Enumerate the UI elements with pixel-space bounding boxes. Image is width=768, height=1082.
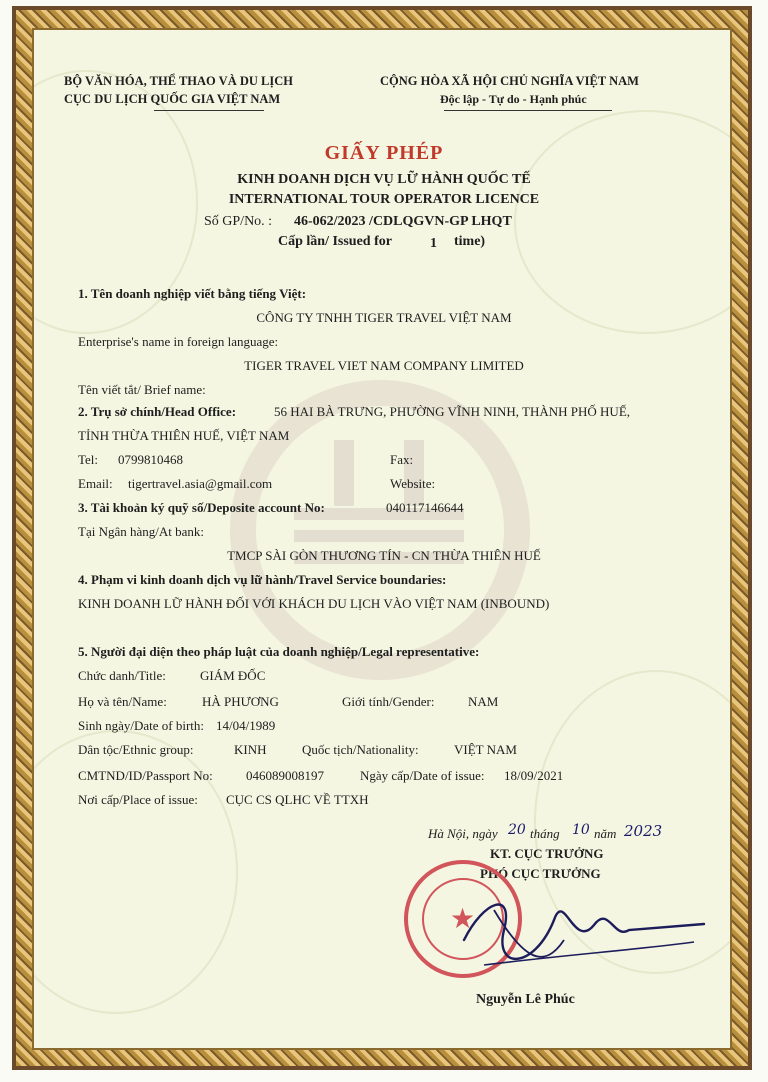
issued-suffix: time)	[454, 234, 486, 249]
watermark-bar	[334, 440, 354, 506]
foreign-name-label: Enterprise's name in foreign language:	[78, 334, 279, 349]
section4-heading: 4. Phạm vi kinh doanh dịch vụ lữ hành/Travel Service boundaries:	[78, 572, 447, 587]
signing-place: Hà Nội, ngày	[428, 826, 498, 841]
section2-heading: 2. Trụ sở chính/Head Office:	[78, 404, 237, 419]
licence-number: 46-062/2023 /CDLQGVN-GP LHQT	[294, 214, 512, 229]
signer-role1: KT. CỤC TRƯỞNG	[490, 846, 604, 861]
nationality-label: Quốc tịch/Nationality:	[302, 742, 419, 757]
website-label: Website:	[390, 476, 436, 491]
signer-name: Nguyễn Lê Phúc	[476, 992, 575, 1007]
id-label: CMTND/ID/Passport No:	[78, 768, 213, 783]
issue-place-value: CỤC CS QLHC VỀ TTXH	[226, 792, 369, 807]
ethnic-value: KINH	[234, 742, 267, 757]
service-scope: KINH DOANH LỮ HÀNH ĐỐI VỚI KHÁCH DU LỊCH VÀO VIỆT NAM (INBOUND)	[78, 596, 550, 611]
licence-number-label: Số GP/No. :	[204, 214, 273, 229]
ministry-name: BỘ VĂN HÓA, THỂ THAO VÀ DU LỊCH	[64, 74, 293, 88]
section5-heading: 5. Người đại diện theo pháp luật của doanh nghiệp/Legal representative:	[78, 644, 480, 659]
republic-name: CỘNG HÒA XÃ HỘI CHỦ NGHĨA VIỆT NAM	[380, 74, 639, 88]
bank-label: Tại Ngân hàng/At bank:	[78, 524, 204, 539]
dob-label: Sinh ngày/Date of birth:	[78, 718, 205, 733]
republic-motto: Độc lập - Tự do - Hạnh phúc	[440, 92, 587, 106]
nationality-value: VIỆT NAM	[454, 742, 517, 757]
company-name-vi: CÔNG TY TNHH TIGER TRAVEL VIỆT NAM	[256, 310, 512, 325]
signature-scrawl	[444, 880, 714, 990]
document-title: GIẤY PHÉP	[324, 142, 444, 164]
header-underline	[154, 110, 264, 111]
issue-date-label: Ngày cấp/Date of issue:	[360, 768, 485, 783]
section1-heading: 1. Tên doanh nghiệp viết bằng tiếng Việt:	[78, 286, 307, 301]
tel-label: Tel:	[78, 452, 99, 467]
signing-day: 20	[508, 822, 526, 838]
certificate-body	[32, 28, 732, 1050]
company-name-foreign: TIGER TRAVEL VIET NAM COMPANY LIMITED	[244, 358, 524, 373]
issued-count: 1	[430, 236, 437, 251]
tel-value: 0799810468	[118, 452, 183, 467]
brief-name-label: Tên viết tắt/ Brief name:	[78, 382, 206, 397]
address-line2: TỈNH THỪA THIÊN HUẾ, VIỆT NAM	[78, 428, 290, 443]
issue-place-label: Nơi cấp/Place of issue:	[78, 792, 198, 807]
star-icon: ★	[450, 904, 476, 935]
fax-label: Fax:	[390, 452, 414, 467]
section3-heading: 3. Tài khoản ký quỹ số/Deposite account No:	[78, 500, 325, 515]
address-line1: 56 HAI BÀ TRƯNG, PHƯỜNG VĨNH NINH, THÀNH PHỐ HUẾ,	[274, 404, 631, 419]
deposit-account: 040117146644	[386, 500, 464, 515]
name-label: Họ và tên/Name:	[78, 694, 167, 709]
signer-role2: PHÓ CỤC TRƯỞNG	[480, 866, 601, 881]
issued-label: Cấp lần/ Issued for	[278, 234, 392, 249]
id-value: 046089008197	[246, 768, 324, 783]
signing-month: 10	[572, 822, 590, 838]
email-label: Email:	[78, 476, 113, 491]
dob-value: 14/04/1989	[216, 718, 276, 733]
title-value: GIÁM ĐỐC	[200, 668, 266, 683]
issue-date-value: 18/09/2021	[504, 768, 564, 783]
year-label: năm	[594, 826, 617, 841]
gender-label: Giới tính/Gender:	[342, 694, 435, 709]
month-label: tháng	[530, 826, 560, 841]
signing-year: 2023	[624, 822, 663, 840]
title-label: Chức danh/Title:	[78, 668, 166, 683]
subtitle-en: INTERNATIONAL TOUR OPERATOR LICENCE	[228, 192, 540, 207]
gender-value: NAM	[468, 694, 499, 709]
watermark-bar	[404, 440, 424, 506]
bank-name: TMCP SÀI GÒN THƯƠNG TÍN - CN THỪA THIÊN HUẾ	[227, 548, 541, 563]
name-value: HÀ PHƯƠNG	[202, 694, 279, 709]
motto-underline	[444, 110, 612, 111]
ethnic-label: Dân tộc/Ethnic group:	[78, 742, 194, 757]
department-name: CỤC DU LỊCH QUỐC GIA VIỆT NAM	[64, 92, 281, 106]
email-value: tigertravel.asia@gmail.com	[128, 476, 273, 491]
watermark-bar	[294, 530, 464, 542]
subtitle-vi: KINH DOANH DỊCH VỤ LỮ HÀNH QUỐC TẾ	[237, 172, 531, 187]
